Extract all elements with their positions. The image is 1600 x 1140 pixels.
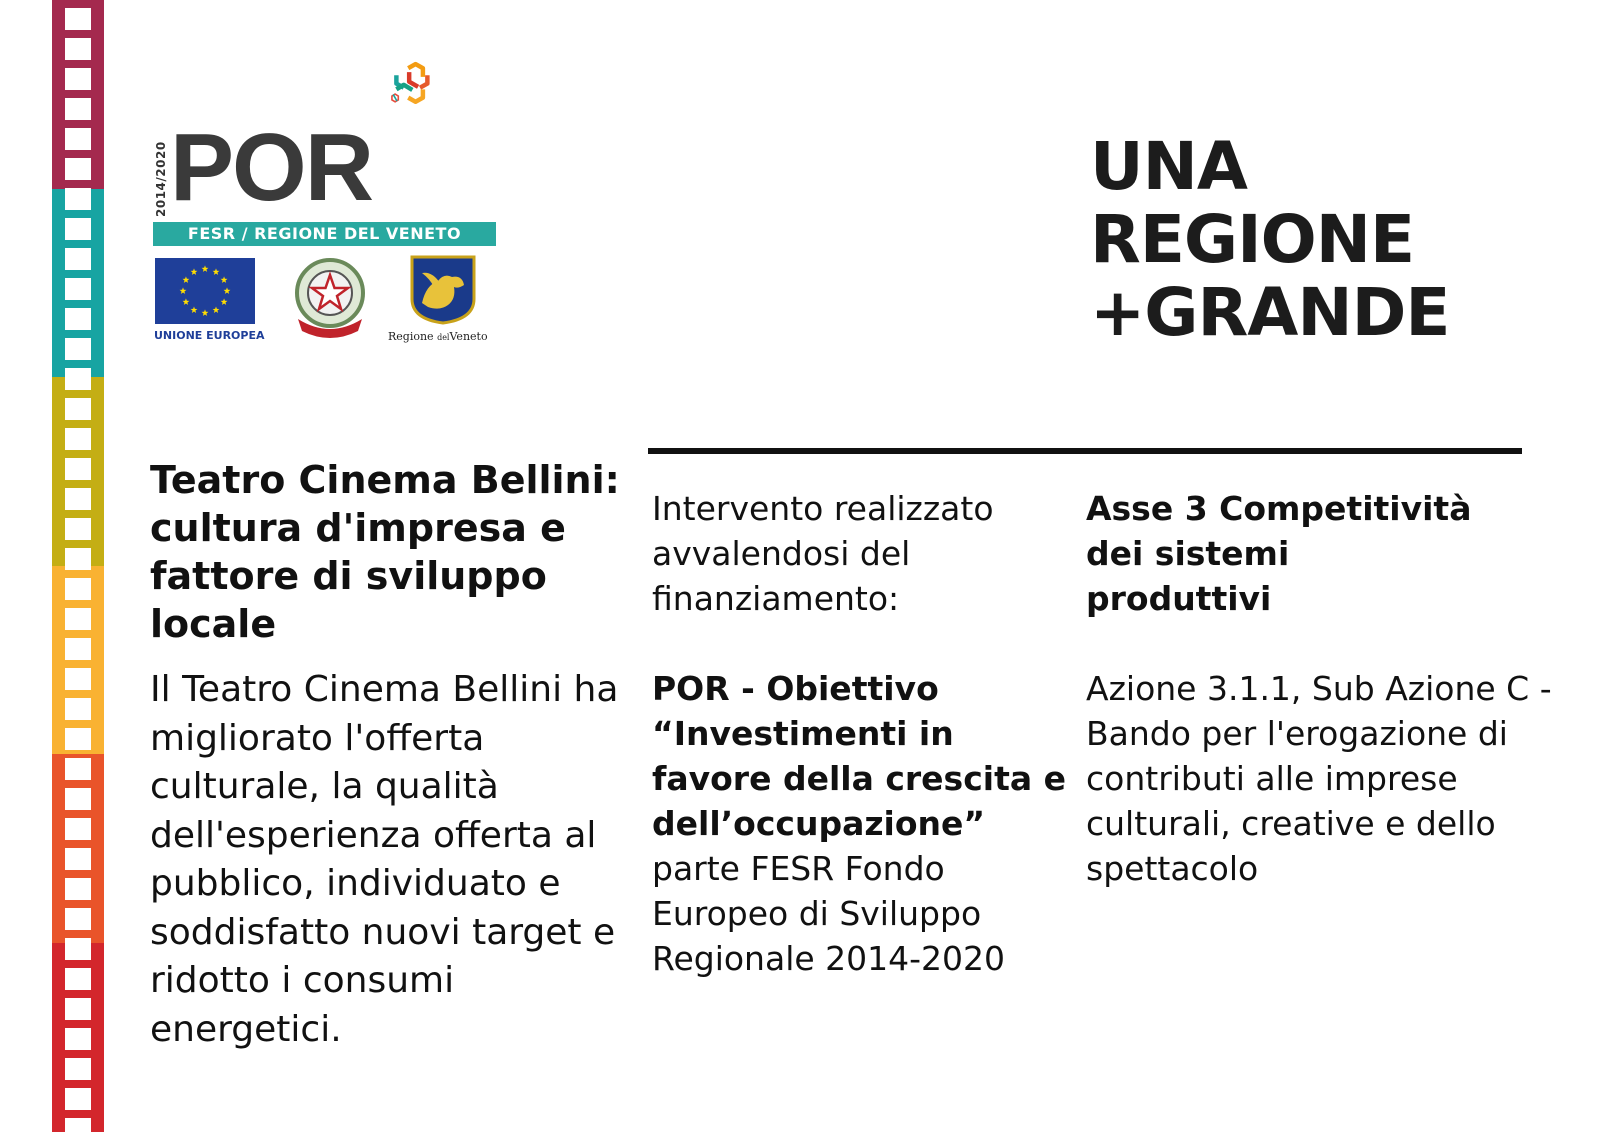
film-strip-hole bbox=[65, 638, 91, 660]
film-strip-decoration bbox=[52, 0, 104, 1131]
film-strip-hole bbox=[65, 1058, 91, 1080]
veneto-lion-emblem-icon bbox=[410, 255, 476, 325]
divider-rule bbox=[648, 448, 1522, 454]
eu-label: UNIONE EUROPEA bbox=[154, 329, 265, 342]
film-strip-hole bbox=[65, 518, 91, 540]
film-strip-hole bbox=[65, 818, 91, 840]
slogan-line-1: UNA bbox=[1090, 128, 1247, 205]
funding-column bbox=[652, 486, 1072, 981]
film-strip-hole bbox=[65, 368, 91, 390]
axis-action: Azione 3.1.1, Sub Azione C - Bando per l'erogazione di contributi alle imprese culturali, creative e dello spettacolo bbox=[1086, 669, 1552, 888]
film-strip-hole bbox=[65, 128, 91, 150]
eu-flag-icon bbox=[155, 258, 255, 324]
axis-title: Asse 3 Competitività dei sistemi produttivi bbox=[1086, 489, 1472, 618]
film-strip-hole bbox=[65, 968, 91, 990]
film-strip-hole bbox=[65, 488, 91, 510]
film-strip-hole bbox=[65, 758, 91, 780]
funding-program-detail: parte FESR Fondo Europeo di Sviluppo Regionale 2014-2020 bbox=[652, 849, 1006, 978]
film-strip-hole bbox=[65, 908, 91, 930]
film-strip-hole bbox=[65, 728, 91, 750]
por-snowflake-logo bbox=[390, 42, 505, 182]
film-strip-hole bbox=[65, 668, 91, 690]
film-strip-hole bbox=[65, 608, 91, 630]
film-strip-hole bbox=[65, 158, 91, 180]
film-strip-hole bbox=[65, 8, 91, 30]
film-strip-hole bbox=[65, 878, 91, 900]
film-strip-hole bbox=[65, 38, 91, 60]
film-strip-hole bbox=[65, 788, 91, 810]
veneto-label: Regione delVeneto bbox=[388, 330, 488, 343]
film-strip-hole bbox=[65, 458, 91, 480]
film-strip-hole bbox=[65, 248, 91, 270]
film-strip-hole bbox=[65, 938, 91, 960]
film-strip-hole bbox=[65, 98, 91, 120]
por-years-label: 2014/2020 bbox=[154, 141, 168, 217]
film-strip-hole bbox=[65, 338, 91, 360]
project-title: Teatro Cinema Bellini: cultura d'impresa e fattore di sviluppo locale bbox=[150, 458, 620, 646]
film-strip-hole bbox=[65, 548, 91, 570]
italian-republic-emblem-icon bbox=[292, 255, 368, 339]
film-strip-hole bbox=[65, 998, 91, 1020]
film-strip-hole bbox=[65, 278, 91, 300]
project-description: Il Teatro Cinema Bellini ha migliorato l'offerta culturale, la qualità dell'esperienza offerta al pubblico, individuato e soddisfatto nuovi target e ridotto i consumi energetici. bbox=[150, 669, 619, 1050]
slogan-line-3: +GRANDE bbox=[1090, 274, 1450, 351]
film-strip-hole bbox=[65, 698, 91, 720]
film-strip-hole bbox=[65, 188, 91, 210]
film-strip-hole bbox=[65, 218, 91, 240]
fesr-veneto-band: FESR / REGIONE DEL VENETO bbox=[153, 222, 496, 246]
film-strip-hole bbox=[65, 398, 91, 420]
film-strip-hole bbox=[65, 428, 91, 450]
film-strip-hole bbox=[65, 1088, 91, 1110]
film-strip-hole bbox=[65, 578, 91, 600]
funding-program: POR - Obiettivo “Investimenti in favore della crescita e dell’occupazione” bbox=[652, 669, 1066, 843]
axis-column bbox=[1086, 486, 1586, 891]
film-strip-hole bbox=[65, 68, 91, 90]
film-strip-hole bbox=[65, 308, 91, 330]
film-strip-hole bbox=[65, 1028, 91, 1050]
por-wordmark: POR bbox=[170, 114, 373, 221]
slogan-line-2: REGIONE bbox=[1090, 201, 1415, 278]
film-strip-hole bbox=[65, 848, 91, 870]
funding-intro: Intervento realizzato avvalendosi del finanziamento: bbox=[652, 489, 994, 618]
slogan bbox=[1090, 130, 1449, 349]
film-strip-hole bbox=[65, 1118, 91, 1140]
